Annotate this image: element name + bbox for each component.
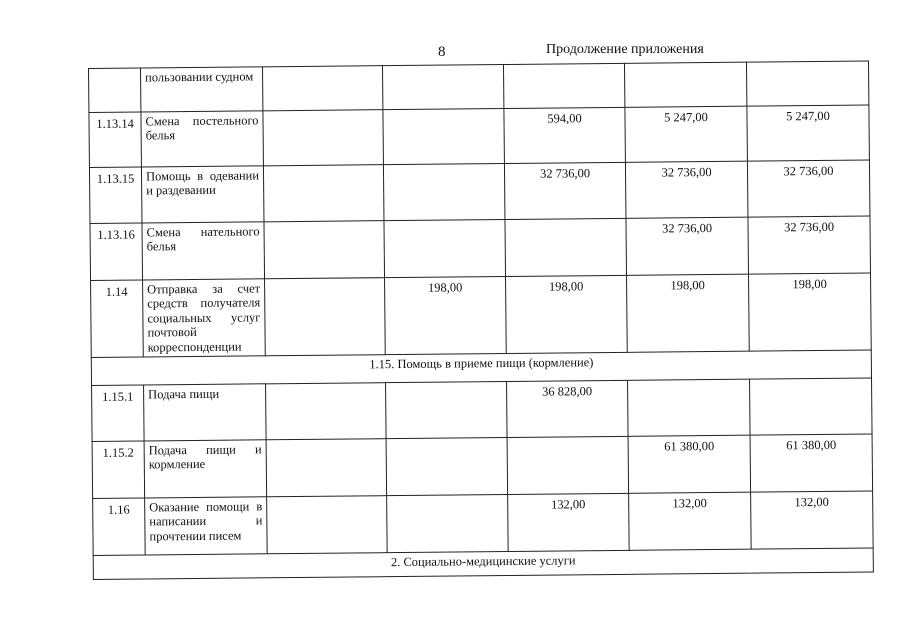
- value-cell: 594,00: [504, 107, 626, 163]
- value-cell: [624, 62, 746, 107]
- value-cell: 36 828,00: [507, 380, 629, 437]
- service-name: Отправка за счет средств получателя социальных услуг почтовой корреспонденции: [143, 279, 266, 357]
- value-cell: 132,00: [751, 491, 874, 549]
- value-cell: [383, 109, 505, 165]
- row-number: 1.13.15: [89, 167, 142, 223]
- row-number: [89, 68, 141, 112]
- table-row: [89, 105, 869, 167]
- value-cell: [264, 221, 385, 279]
- value-cell: [263, 165, 384, 222]
- value-cell: [262, 66, 382, 111]
- service-name: пользовании судном: [141, 67, 263, 112]
- table-row: [89, 160, 870, 223]
- service-name: Смена постельного белья: [141, 111, 264, 167]
- service-name: Подача пищи и кормление: [144, 440, 267, 498]
- row-number: 1.14: [91, 280, 144, 357]
- table-row: [92, 378, 873, 441]
- value-cell: 32 736,00: [625, 161, 748, 218]
- value-cell: [746, 61, 868, 106]
- value-cell: 198,00: [506, 275, 628, 353]
- section-title: 2. Социально-медицинские услуги: [93, 548, 873, 579]
- value-cell: [387, 494, 509, 552]
- value-cell: [266, 439, 387, 497]
- document-sheet: [88, 61, 873, 582]
- value-cell: 5 247,00: [625, 106, 748, 162]
- table-row: [89, 61, 869, 112]
- value-cell: [263, 110, 384, 166]
- value-cell: [267, 496, 388, 554]
- table-row: [91, 273, 872, 357]
- value-cell: 32 736,00: [747, 160, 870, 217]
- value-cell: [265, 278, 386, 356]
- table-row: [92, 434, 873, 498]
- value-cell: [503, 63, 624, 108]
- value-cell: 132,00: [629, 492, 752, 550]
- value-cell: [505, 218, 627, 276]
- row-number: 1.16: [93, 498, 146, 555]
- value-cell: 132,00: [508, 493, 630, 551]
- service-name: Смена нательного белья: [142, 222, 265, 280]
- value-cell: [628, 379, 751, 436]
- page-caption: Продолжение приложения: [546, 42, 704, 57]
- value-cell: 198,00: [749, 273, 872, 351]
- value-cell: 32 736,00: [748, 216, 871, 274]
- value-cell: [750, 378, 873, 435]
- value-cell: 198,00: [385, 277, 507, 355]
- value-cell: [383, 164, 505, 221]
- value-cell: [382, 65, 503, 110]
- row-number: 1.13.16: [90, 223, 143, 280]
- section-title: 1.15. Помощь в приеме пищи (кормление): [91, 350, 871, 385]
- value-cell: 32 736,00: [504, 162, 626, 219]
- value-cell: [507, 436, 629, 494]
- value-cell: 198,00: [627, 274, 750, 352]
- table-row: [93, 491, 874, 555]
- service-name: Помощь в одевании и раздевании: [141, 166, 264, 223]
- value-cell: [386, 381, 508, 438]
- value-cell: [266, 383, 387, 440]
- value-cell: [384, 220, 506, 278]
- tariff-table: [88, 61, 874, 580]
- page-number: 8: [438, 44, 446, 60]
- value-cell: [386, 437, 508, 495]
- service-name: Оказание помощи в написании и прочтении писем: [145, 497, 268, 555]
- value-cell: 5 247,00: [747, 105, 870, 161]
- value-cell: 61 380,00: [750, 434, 873, 492]
- row-number: 1.15.2: [92, 441, 145, 498]
- service-name: Подача пищи: [144, 384, 267, 441]
- value-cell: 61 380,00: [628, 435, 751, 493]
- table-row: [90, 216, 871, 280]
- row-number: 1.15.1: [92, 385, 145, 441]
- row-number: 1.13.14: [89, 112, 142, 167]
- value-cell: 32 736,00: [626, 217, 749, 275]
